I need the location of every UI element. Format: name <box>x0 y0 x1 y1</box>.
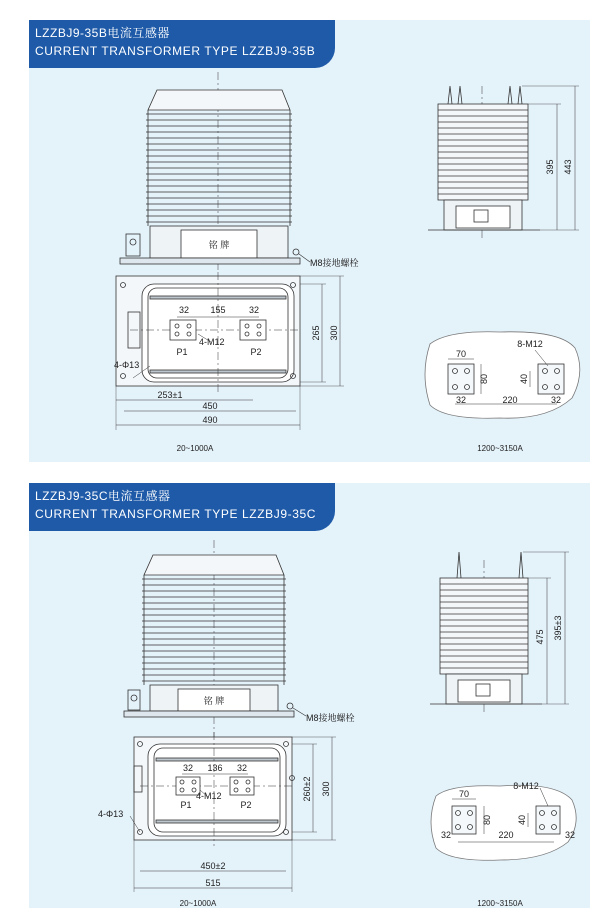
terminal-screws-b: 8-M12 <box>517 339 543 349</box>
dim-220-b: 220 <box>502 395 518 405</box>
p1-label-c: P1 <box>180 800 192 810</box>
side-view-b <box>428 86 579 238</box>
dim-253-b: 253±1 <box>157 390 183 400</box>
dim-265-b: 265 <box>311 325 321 341</box>
nameplate-label-b: 铭 牌 <box>208 240 230 250</box>
nameplate-label-c: 铭 牌 <box>203 696 225 706</box>
dim-395-b: 395 <box>545 159 555 175</box>
title-cn-b: LZZBJ9-35B电流互感器 <box>35 26 170 40</box>
dim-70-b: 70 <box>455 349 467 359</box>
dim-32-right-b: 32 <box>550 395 562 405</box>
dim-300-b: 300 <box>329 325 339 341</box>
dim-450-c: 450±2 <box>200 861 226 871</box>
dim-32-left-c-terminal: 32 <box>440 830 452 840</box>
dim-260-c: 260±2 <box>302 776 312 802</box>
terminal-screws-c: 8-M12 <box>513 781 539 791</box>
p2-label-c: P2 <box>240 800 252 810</box>
dim-32-left-b: 32 <box>178 305 190 315</box>
dim-515-c: 515 <box>205 878 221 888</box>
dim-32-right-b: 32 <box>248 305 260 315</box>
terminal-box-c <box>128 690 140 710</box>
dim-40-c: 40 <box>517 814 527 826</box>
dim-155-b: 155 <box>210 305 226 315</box>
p1-label-b: P1 <box>176 347 188 357</box>
ground-bolt-label-b: M8接地螺栓 <box>310 258 359 268</box>
dim-300-c: 300 <box>321 781 331 797</box>
dim-136-c: 136 <box>207 763 223 773</box>
holes-label-b: 4-Φ13 <box>114 360 140 370</box>
title-cn-c: LZZBJ9-35C电流互感器 <box>35 489 171 503</box>
p2-label-b: P2 <box>250 347 262 357</box>
dim-395-c: 395±3 <box>553 615 563 641</box>
title-en-b: CURRENT TRANSFORMER TYPE LZZBJ9-35B <box>35 44 316 58</box>
dim-32-left-c: 32 <box>182 763 194 773</box>
dim-443-b: 443 <box>563 159 573 175</box>
dim-450-b: 450 <box>202 401 218 411</box>
side-dims-c <box>535 616 563 645</box>
title-en-c: CURRENT TRANSFORMER TYPE LZZBJ9-35C <box>35 507 317 521</box>
side-view-c <box>430 552 569 712</box>
dim-220-c: 220 <box>498 830 514 840</box>
dim-80-b: 80 <box>479 373 489 385</box>
plan-view-c <box>130 732 336 892</box>
caption-left-b: 20~1000A <box>176 444 214 453</box>
caption-right-c: 1200~3150A <box>477 899 523 908</box>
dim-80-c: 80 <box>482 814 492 826</box>
dim-32-right-c: 32 <box>236 763 248 773</box>
dim-32-bottom-b: 32 <box>455 395 467 405</box>
terminal-box-b <box>126 234 140 256</box>
front-view-c <box>124 540 355 740</box>
caption-right-b: 1200~3150A <box>477 444 523 453</box>
ground-bolt-label-c: M8接地螺栓 <box>306 713 355 723</box>
terminal-detail-b <box>425 332 580 418</box>
holes-label-c: 4-Φ13 <box>98 809 124 819</box>
insulator-sheds-b <box>146 110 292 226</box>
dim-70-c: 70 <box>458 789 470 799</box>
screws-label-b: 4-M12 <box>199 337 225 347</box>
dim-475-c: 475 <box>535 629 545 645</box>
screws-label-c: 4-M12 <box>196 791 222 801</box>
dim-32-right-c-terminal: 32 <box>564 830 576 840</box>
plan-view-b <box>116 272 344 430</box>
dim-40-b: 40 <box>519 373 529 385</box>
dim-490-b: 490 <box>202 415 218 425</box>
caption-left-c: 20~1000A <box>179 899 217 908</box>
front-view-b <box>120 72 359 270</box>
side-dims-b <box>545 159 573 174</box>
terminal-detail-c <box>431 785 576 860</box>
